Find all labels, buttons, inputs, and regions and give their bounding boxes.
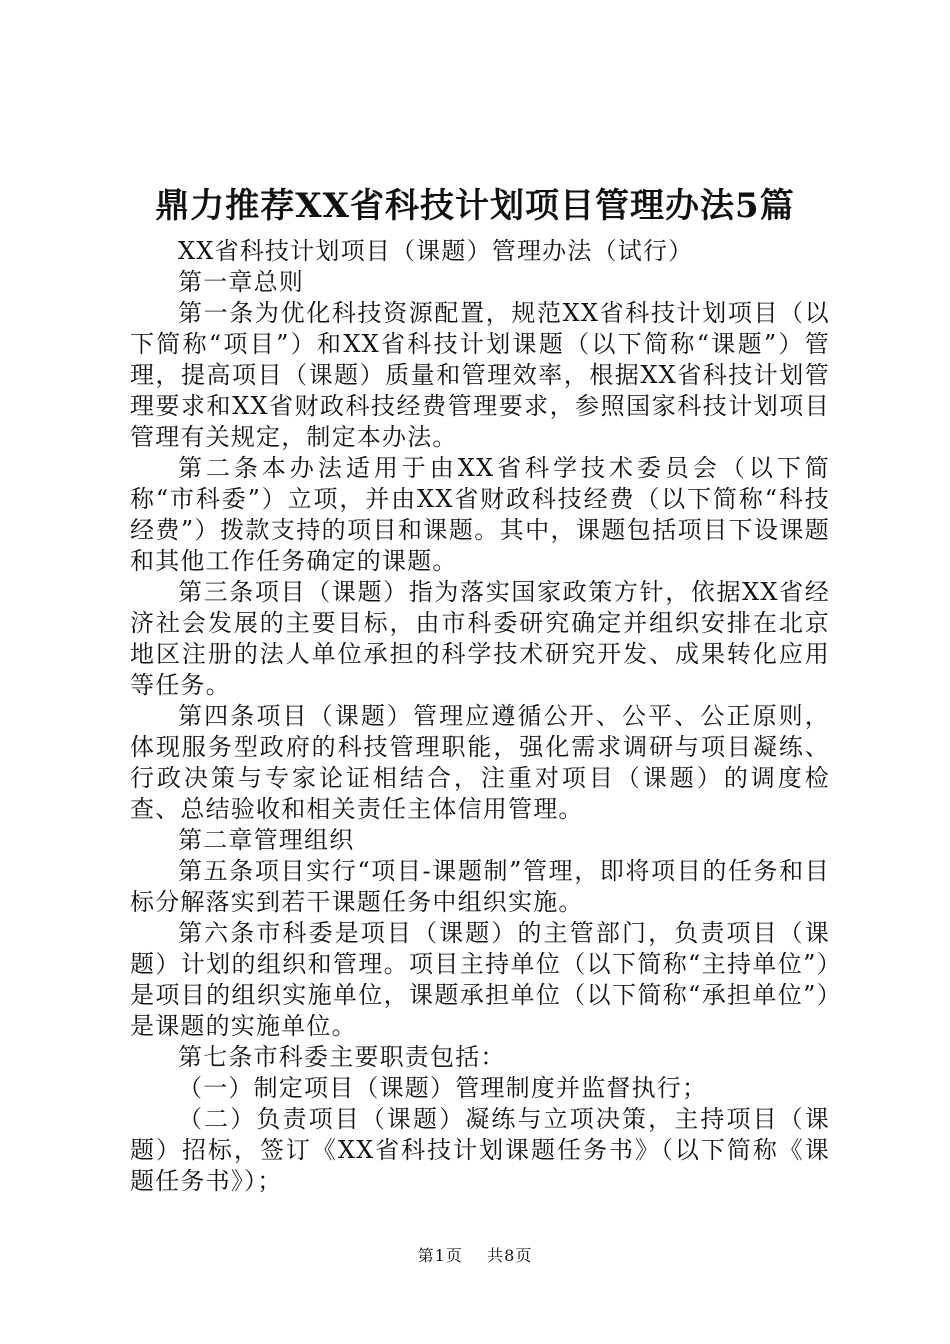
article-paragraph: 第五条项目实行“项目-课题制”管理，即将项目的任务和目标分解落实到若干课题任务中组织实施。 — [130, 857, 830, 916]
list-item-paragraph: （一）制定项目（课题）管理制度并监督执行； — [178, 1074, 708, 1102]
article-paragraph: 第一条为优化科技资源配置，规范XX省科技计划项目（以下简称“项目”）和XX省科技计划课题（以下简称“课题”）管理，提高项目（课题）质量和管理效率，根据XX省科技计划管理要求和XX省财政科技经费管理要求，参照国家科技计划项目管理有关规定，制定本办法。 — [130, 299, 830, 451]
page-total: 共8页 — [487, 1246, 533, 1265]
article-paragraph: 第四条项目（课题）管理应遵循公开、公平、公正原则，体现服务型政府的科技管理职能，强化需求调研与项目凝练、行政决策与专家论证相结合，注重对项目（课题）的调度检查、总结验收和相关责任主体信用管理。 — [130, 702, 830, 823]
subtitle-paragraph: XX省科技计划项目（课题）管理办法（试行） — [178, 237, 694, 265]
list-item-paragraph: （二）负责项目（课题）凝练与立项决策，主持项目（课题）招标，签订《XX省科技计划课题任务书》（以下简称《课题任务书》）； — [130, 1105, 830, 1195]
chapter-heading: 第二章管理组织 — [178, 826, 355, 854]
document-body — [130, 236, 830, 1197]
page-number: 第1页 — [417, 1246, 463, 1265]
document-title: 鼎力推荐XX省科技计划项目管理办法5篇 — [155, 186, 795, 226]
article-paragraph: 第三条项目（课题）指为落实国家政策方针，依据XX省经济社会发展的主要目标，由市科委研究确定并组织安排在北京地区注册的法人单位承担的科学技术研究开发、成果转化应用等任务。 — [130, 578, 830, 699]
chapter-heading: 第一章总则 — [178, 268, 304, 296]
article-paragraph: 第六条市科委是项目（课题）的主管部门，负责项目（课题）计划的组织和管理。项目主持单位（以下简称“主持单位”）是项目的组织实施单位，课题承担单位（以下简称“承担单位”）是课题的实施单位。 — [130, 919, 830, 1040]
article-paragraph: 第七条市科委主要职责包括： — [178, 1043, 506, 1071]
page-footer — [0, 1243, 950, 1266]
article-paragraph: 第二条本办法适用于由XX省科学技术委员会（以下简称“市科委”）立项，并由XX省财政科技经费（以下简称“科技经费”）拨款支持的项目和课题。其中，课题包括项目下设课题和其他工作任务确定的课题。 — [130, 454, 830, 575]
